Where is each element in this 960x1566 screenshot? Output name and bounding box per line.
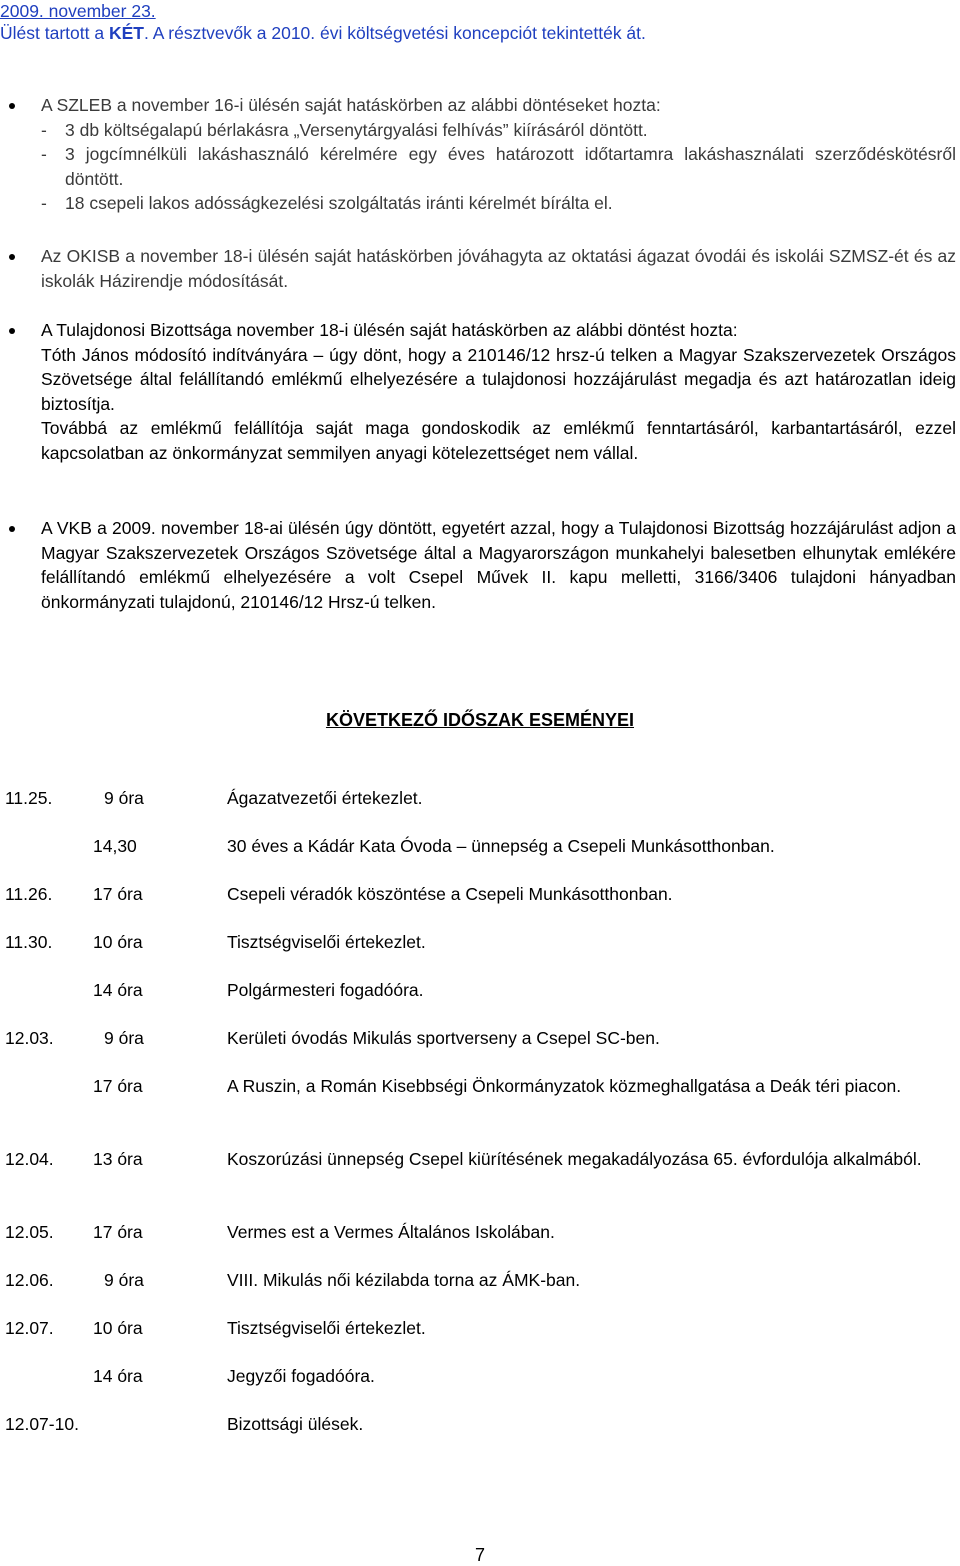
bullet-szleb: [41, 93, 956, 216]
event-date: 11.25.: [5, 788, 53, 808]
section-title: KÖVETKEZŐ IDŐSZAK ESEMÉNYEI: [325, 710, 635, 730]
event-time: 17 óra: [93, 1222, 143, 1242]
event-time: 17 óra: [93, 884, 143, 904]
event-time: 14,30: [93, 836, 137, 856]
event-time: 14 óra: [93, 1366, 143, 1386]
event-text: 30 éves a Kádár Kata Óvoda – ünnepség a Csepeli Munkásotthonban.: [227, 836, 775, 856]
event-time: 10 óra: [93, 932, 143, 952]
event-text: Jegyzői fogadóóra.: [227, 1366, 375, 1386]
event-text: Polgármesteri fogadóóra.: [227, 980, 424, 1000]
bullet-dot: [9, 526, 15, 532]
tulajdonosi-p3: Továbbá az emlékmű felállítója saját maga gondoskodik az emlékmű fenntartásáról, karbantartásáról, ezzel kapcsolatban az önkormányzat semmilyen anyagi kötelezettséget nem vállal.: [41, 418, 956, 463]
bullet-vkb: [41, 516, 956, 614]
event-date: 11.30.: [5, 932, 53, 952]
header-ket-pre: Ülést tartott a: [0, 23, 109, 43]
event-text: Csepeli véradók köszöntése a Csepeli Munkásotthonban.: [227, 884, 673, 904]
event-text: A Ruszin, a Román Kisebbségi Önkormányzatok közmeghallgatása a Deák téri piacon.: [227, 1076, 902, 1096]
bullet-tulajdonosi: [41, 318, 956, 465]
szleb-intro: A SZLEB a november 16-i ülésén saját hatáskörben az alábbi döntéseket hozta:: [41, 95, 661, 115]
szleb-item-1: - 3 db költségalapú bérlakásra „Versenytárgyalási felhívás” kiírásáról döntött.: [41, 119, 648, 140]
event-text: Vermes est a Vermes Általános Iskolában.: [227, 1222, 555, 1242]
event-time: 9 óra: [104, 788, 144, 808]
szleb-item-1-text: 3 db költségalapú bérlakásra „Versenytárgyalási felhívás” kiírásáról döntött.: [65, 119, 648, 140]
event-text: Ágazatvezetői értekezlet.: [227, 788, 423, 808]
tulajdonosi-p2: Tóth János módosító indítványára – úgy dönt, hogy a 210146/12 hrsz-ú telken a Magyar Szakszervezetek Országos Szövetsége által felállítandó emlékmű elhelyezésére a tulajdonosi hozzájárulást megadja és azt határozatlan ideig biztosítja.: [41, 344, 956, 414]
header-ket-line: [0, 22, 960, 44]
event-time: 10 óra: [93, 1318, 143, 1338]
szleb-item-3: - 18 csepeli lakos adósságkezelési szolgáltatás iránti kérelmét bírálta el.: [41, 193, 613, 213]
event-date: 12.05.: [5, 1222, 54, 1242]
event-time: 17 óra: [93, 1076, 143, 1096]
event-text: Koszorúzási ünnepség Csepel kiürítésének megakadályozása 65. évfordulója alkalmából.: [227, 1149, 922, 1169]
event-date: 12.07-10.: [5, 1414, 79, 1434]
tulajdonosi-p1: A Tulajdonosi Bizottsága november 18-i ülésén saját hatáskörben az alábbi döntést hozta:: [41, 320, 738, 340]
bullet-okisb: [41, 244, 956, 293]
event-text: Kerületi óvodás Mikulás sportverseny a Csepel SC-ben.: [227, 1028, 660, 1048]
szleb-item-2: - 3 jogcímnélküli lakáshasználó kérelmére egy éves határozott időtartamra lakáshasználati szerződéskötésről döntött.: [41, 144, 956, 189]
event-text: VIII. Mikulás női kézilabda torna az ÁMK-ban.: [227, 1270, 581, 1290]
header-ket-bold: KÉT: [108, 23, 144, 43]
header-date[interactable]: 2009. november 23.: [0, 1, 156, 21]
event-text: Tisztségviselői értekezlet.: [227, 1318, 426, 1338]
event-date: 11.26.: [5, 884, 53, 904]
event-time: 14 óra: [93, 980, 143, 1000]
page-number: 7: [474, 1545, 485, 1565]
vkb-text: A VKB a 2009. november 18-ai ülésén úgy döntött, egyetért azzal, hogy a Tulajdonosi Bizottság hozzájárulást adjon a Magyar Szakszervezetek Országos Szövetsége által a Magyarországon munkahelyi balesetben elhunytak emlékére felállítandó emlékmű elhelyezésére a volt Csepel Művek II. kapu melletti, 3166/3406 tulajdoni hányadban önkormányzati tulajdonú, 210146/12 Hrsz-ú telken.: [41, 518, 956, 612]
event-date: 12.07.: [5, 1318, 54, 1338]
event-text: Bizottsági ülések.: [227, 1414, 364, 1434]
szleb-item-3-text: 18 csepeli lakos adósságkezelési szolgáltatás iránti kérelmét bírálta el.: [65, 193, 613, 213]
header-ket-post: . A résztvevők a 2010. évi költségvetési koncepciót tekintették át.: [143, 23, 646, 43]
bullet-dot: [9, 328, 15, 334]
event-date: 12.04.: [5, 1149, 54, 1169]
event-date: 12.03.: [5, 1028, 54, 1048]
event-time: 13 óra: [93, 1149, 143, 1169]
okisb-text: Az OKISB a november 18-i ülésén saját hatáskörben jóváhagyta az oktatási ágazat óvodái és iskolái SZMSZ-ét és az iskolák Házirendje módosítását.: [41, 246, 956, 291]
header-block: [0, 0, 960, 44]
event-time: 9 óra: [104, 1028, 144, 1048]
event-text: Tisztségviselői értekezlet.: [227, 932, 426, 952]
event-time: 9 óra: [104, 1270, 144, 1290]
bullet-dot: [9, 103, 15, 109]
bullet-dot: [9, 254, 15, 260]
szleb-item-2-text: 3 jogcímnélküli lakáshasználó kérelmére egy éves határozott időtartamra lakáshasználati szerződéskötésről döntött.: [65, 144, 956, 189]
event-date: 12.06.: [5, 1270, 54, 1290]
